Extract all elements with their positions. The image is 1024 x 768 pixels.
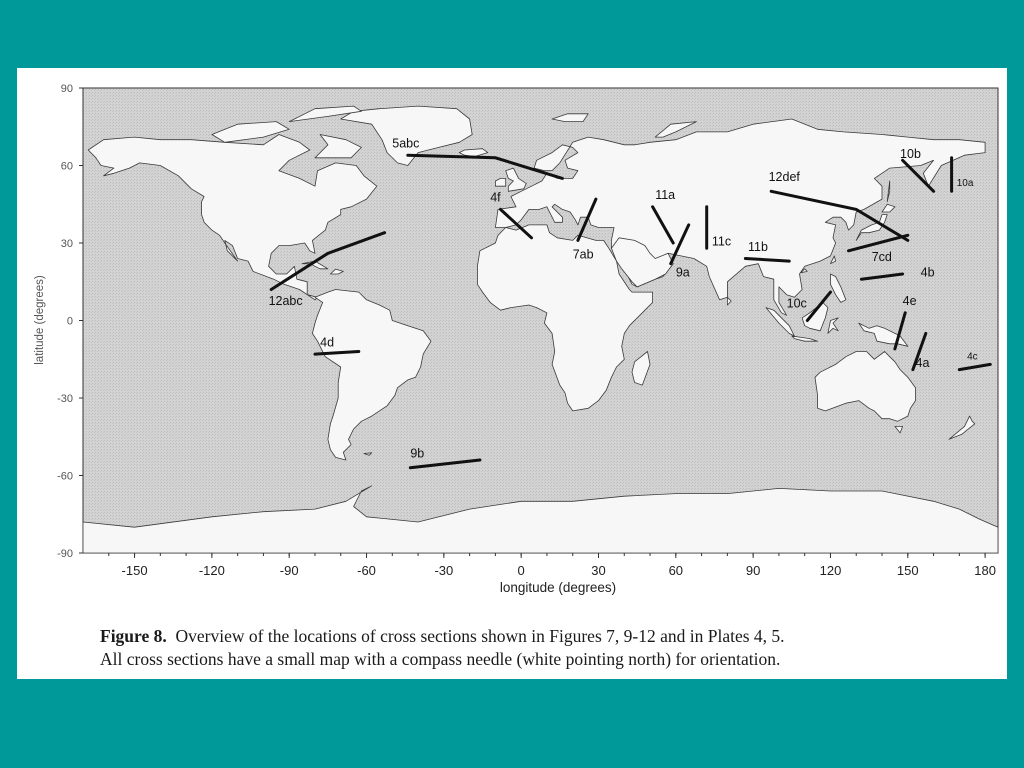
x-axis-label: longitude (degrees) xyxy=(499,580,617,595)
cross-section-label-11b: 11b xyxy=(747,239,768,254)
x-tick-label: 150 xyxy=(896,563,919,578)
y-tick-label: 0 xyxy=(66,315,73,328)
cross-section-label-11c: 11c xyxy=(711,234,732,249)
y-tick-label: -60 xyxy=(57,470,73,483)
x-tick-label: -60 xyxy=(357,563,376,578)
cross-section-label-12abc: 12abc xyxy=(268,294,303,308)
cross-section-label-4d: 4d xyxy=(320,335,335,350)
cross-section-label-4e: 4e xyxy=(902,294,917,308)
cross-section-label-12def: 12def xyxy=(768,170,800,184)
cross-section-label-5abc: 5abc xyxy=(392,136,420,151)
cross-section-label-10c: 10c xyxy=(786,296,807,311)
figure-caption-label: Figure 8. xyxy=(100,626,167,646)
y-tick-label: 60 xyxy=(60,160,73,173)
cross-section-label-11a: 11a xyxy=(655,188,676,203)
x-tick-label: -120 xyxy=(198,563,225,578)
x-tick-label: 30 xyxy=(591,563,606,578)
figure-caption-line-2: All cross sections have a small map with a compass needle (white pointing north) for orientation. xyxy=(100,649,781,669)
y-axis-label: latitude (degrees) xyxy=(34,275,46,365)
x-tick-label: -30 xyxy=(434,563,454,578)
world-map-figure xyxy=(17,68,1007,628)
cross-section-label-4c: 4c xyxy=(967,351,978,363)
cross-section-label-9b: 9b xyxy=(410,446,425,461)
x-tick-label: -90 xyxy=(279,563,299,578)
x-tick-labels xyxy=(122,563,996,578)
cross-section-label-7cd: 7cd xyxy=(871,250,892,265)
x-tick-label: 60 xyxy=(668,563,684,578)
y-tick-label: 90 xyxy=(60,83,73,95)
figure-caption-line-1 xyxy=(100,625,1000,647)
cross-section-label-4b: 4b xyxy=(920,265,935,280)
y-tick-labels xyxy=(57,83,73,560)
x-tick-label: 0 xyxy=(517,563,525,578)
y-tick-label: -90 xyxy=(57,548,73,560)
x-tick-label: 120 xyxy=(819,563,842,578)
cross-section-label-4f: 4f xyxy=(490,190,501,205)
y-tick-label: -30 xyxy=(57,393,73,405)
figure-slide xyxy=(17,68,1007,679)
y-tick-label: 30 xyxy=(60,238,73,250)
cross-section-label-10b: 10b xyxy=(900,146,921,161)
x-tick-label: 180 xyxy=(974,563,996,578)
cross-section-label-4a: 4a xyxy=(915,356,930,370)
cross-section-label-10a: 10a xyxy=(956,178,974,190)
figure-caption-text-1: Overview of the locations of cross sections shown in Figures 7, 9-12 and in Plates 4, 5. xyxy=(175,626,785,646)
cross-section-label-9a: 9a xyxy=(675,265,690,280)
cross-section-label-7ab: 7ab xyxy=(572,247,594,262)
x-tick-label: 90 xyxy=(745,563,761,578)
x-tick-label: -150 xyxy=(121,563,148,578)
